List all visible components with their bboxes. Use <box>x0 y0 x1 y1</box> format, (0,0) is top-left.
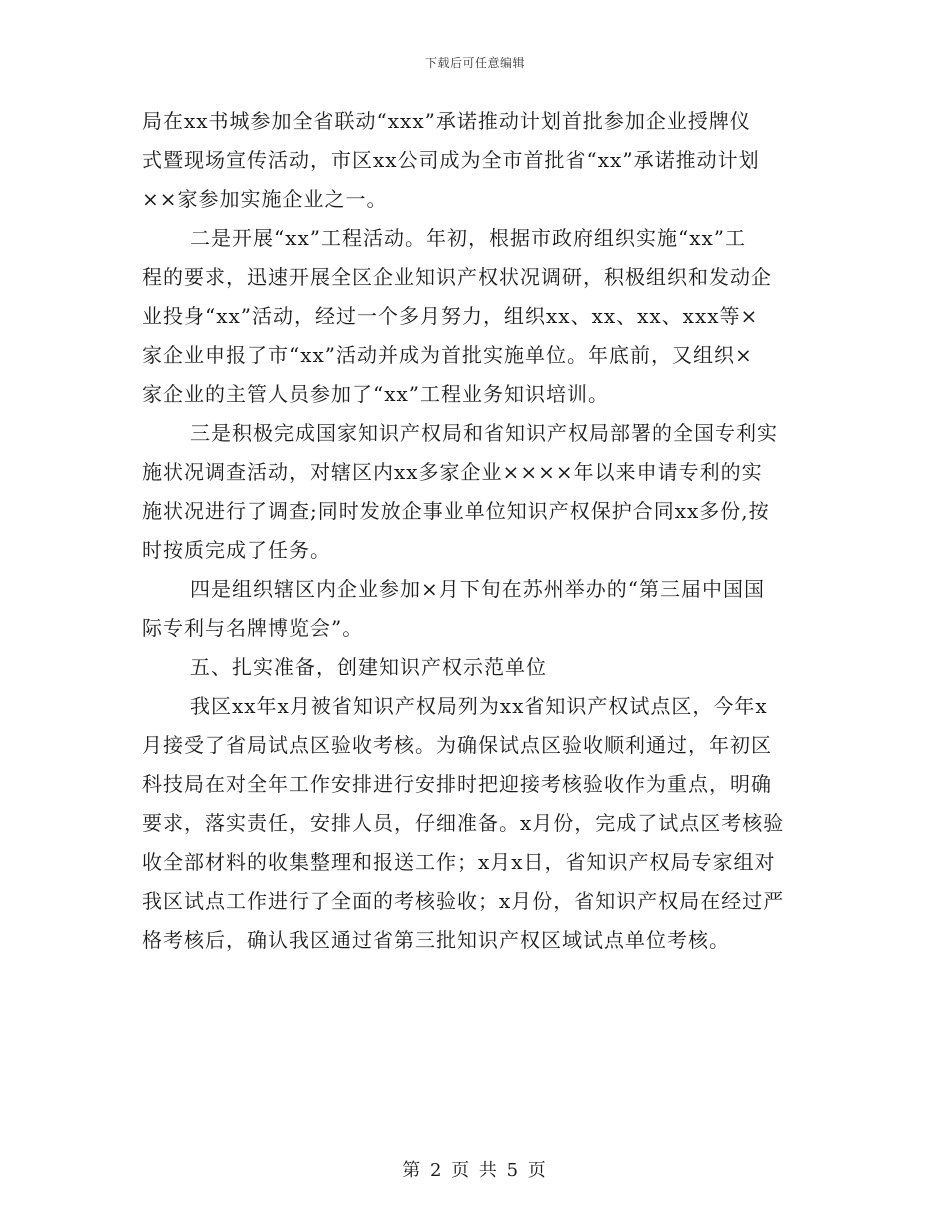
text-line: 科技局在对全年工作安排进行安排时把迎接考核验收作为重点，明确 <box>142 772 772 796</box>
paragraph <box>142 414 810 570</box>
text-line: 际专利与名牌博览会”。 <box>142 616 364 640</box>
text-line: 收全部材料的收集整理和报送工作；x月x日，省知识产权局专家组对 <box>142 850 776 874</box>
text-line: 局在xx书城参加全省联动“xxx”承诺推动计划首批参加企业授牌仪 <box>142 109 751 133</box>
text-line: 程的要求，迅速开展全区企业知识产权状况调研，积极组织和发动企 <box>142 265 772 289</box>
text-line: 三是积极完成国家知识产权局和省知识产权局部署的全国专利实 <box>190 421 778 445</box>
paragraph <box>142 219 810 414</box>
text-line: 五、扎实准备，创建知识产权示范单位 <box>190 655 547 679</box>
text-line: 我区xx年x月被省知识产权局列为xx省知识产权试点区，今年x <box>190 694 768 718</box>
text-line: 月接受了省局试点区验收考核。为确保试点区验收顺利通过，年初区 <box>142 733 772 757</box>
text-line: 格考核后，确认我区通过省第三批知识产权区域试点单位考核。 <box>142 928 730 952</box>
section-heading <box>142 648 810 687</box>
text-line: 家企业的主管人员参加了“xx”工程业务知识培训。 <box>142 382 610 406</box>
text-line: 我区试点工作进行了全面的考核验收；x月份，省知识产权局在经过严 <box>142 889 785 913</box>
text-line: 二是开展“xx”工程活动。年初，根据市政府组织实施“xx”工 <box>190 226 747 250</box>
paragraph <box>142 102 810 219</box>
text-line: 式暨现场宣传活动，市区xx公司成为全市首批省“xx”承诺推动计划 <box>142 148 760 172</box>
document-body <box>142 102 810 960</box>
text-line: 要求，落实责任，安排人员，仔细准备。x月份，完成了试点区考核验 <box>142 811 785 835</box>
text-line: 四是组织辖区内企业参加×月下旬在苏州举办的“第三届中国国 <box>190 577 765 601</box>
text-line: 施状况调查活动，对辖区内xx多家企业××××年以来申请专利的实 <box>142 460 763 484</box>
page-header: 下载后可任意编辑 <box>424 56 525 70</box>
text-line: ××家参加实施企业之一。 <box>142 187 388 211</box>
text-line: 业投身“xx”活动，经过一个多月努力，组织xx、xx、xx、xxx等× <box>142 304 759 328</box>
text-line: 时按质完成了任务。 <box>142 538 331 562</box>
page-number: 第 2 页 共 5 页 <box>402 1160 548 1181</box>
text-line: 家企业申报了市“xx”活动并成为首批实施单位。年底前，又组织× <box>142 343 753 367</box>
text-line: 施状况进行了调查;同时发放企事业单位知识产权保护合同xx多份,按 <box>142 499 770 523</box>
paragraph <box>142 570 810 648</box>
paragraph <box>142 687 810 960</box>
